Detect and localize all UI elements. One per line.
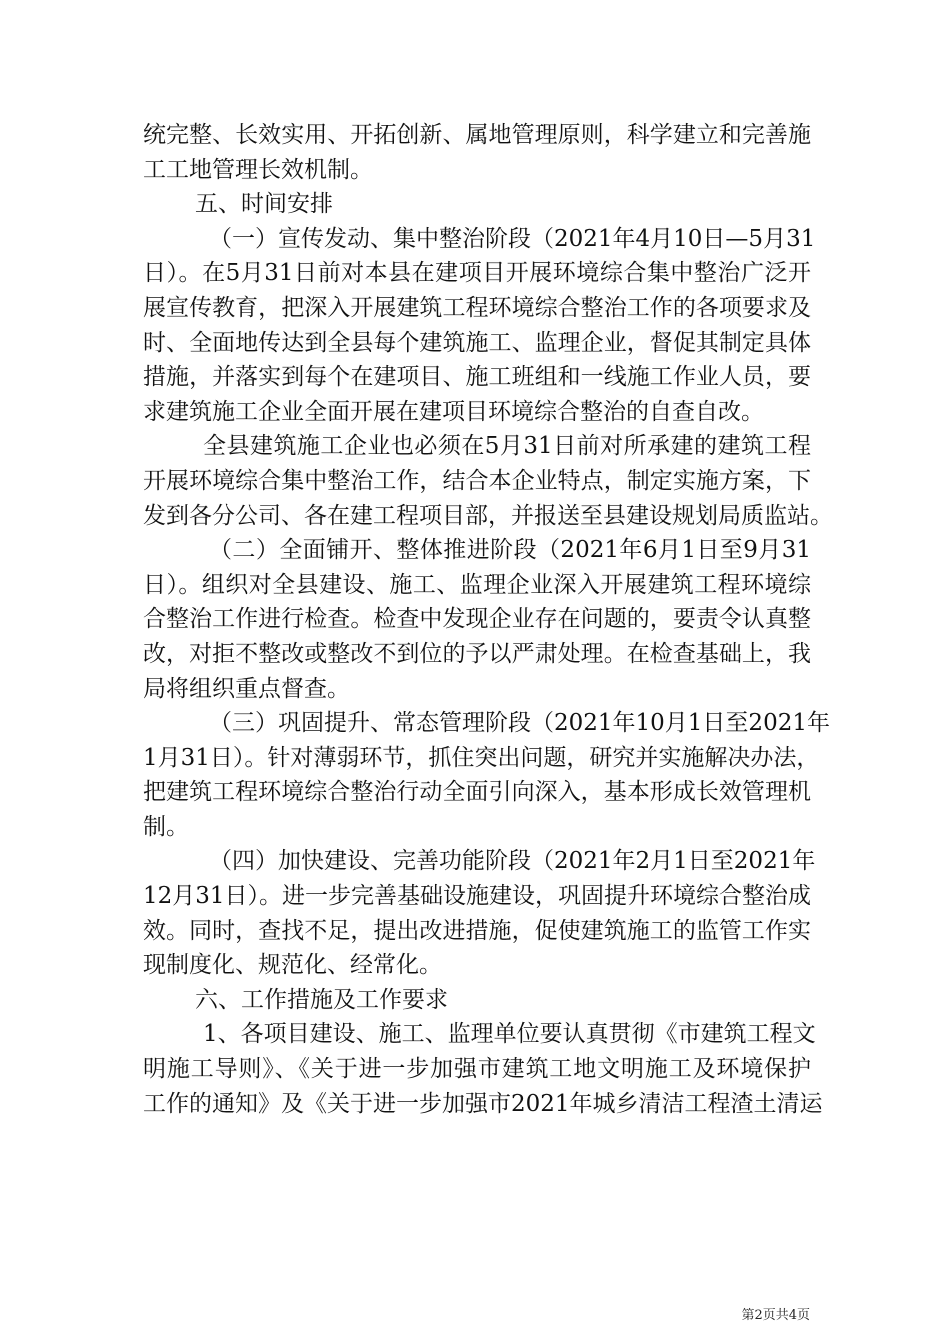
text-line: 统完整、长效实用、开拓创新、属地管理原则，科学建立和完善施	[143, 122, 811, 148]
text-line: 开展环境综合集中整治工作，结合本企业特点，制定实施方案，下	[143, 467, 811, 494]
text-line: 措施，并落实到每个在建项目、施工班组和一线施工作业人员，要	[143, 364, 811, 391]
text-line: 时、全面地传达到全县每个建筑施工、监理企业，督促其制定具体	[143, 329, 811, 356]
text-line: 展宣传教育，把深入开展建筑工程环境综合整治工作的各项要求及	[143, 294, 811, 321]
text-line: 合整治工作进行检查。检查中发现企业存在问题的，要责令认真整	[143, 606, 811, 633]
text-line: 全县建筑施工企业也必须在5月31日前对所承建的建筑工程	[203, 433, 811, 460]
text-line: 改，对拒不整改或整改不到位的予以严肃处理。在检查基础上，我	[143, 640, 811, 667]
text-line: （二）全面铺开、整体推进阶段（2021年6月1日至9月31	[209, 537, 811, 564]
text-line: 12月31日）。进一步完善基础设施建设，巩固提升环境综合整治成	[143, 883, 812, 910]
text-line: 明施工导则》、《关于进一步加强市建筑工地文明施工及环境保护	[143, 1056, 811, 1083]
document-body	[143, 118, 833, 1121]
section-heading: 五、时间安排	[195, 191, 333, 218]
text-line: 工作的通知》及《关于进一步加强市2021年城乡清洁工程渣土清运	[143, 1090, 823, 1117]
text-line: 工工地管理长效机制。	[143, 156, 373, 183]
section-heading: 六、工作措施及工作要求	[195, 986, 448, 1013]
text-line: 局将组织重点督查。	[143, 675, 350, 702]
text-line: 现制度化、规范化、经常化。	[143, 952, 442, 979]
page-number: 第2页共4页	[741, 1308, 810, 1323]
text-line: 发到各分公司、各在建工程项目部，并报送至县建设规划局质监站。	[143, 502, 833, 529]
text-line: （三）巩固提升、常态管理阶段（2021年10月1日至2021年	[209, 710, 830, 737]
text-line: 日）。组织对全县建设、施工、监理企业深入开展建筑工程环境综	[143, 571, 811, 598]
text-line: 1月31日）。针对薄弱环节，抓住突出问题，研究并实施解决办法，	[143, 744, 820, 771]
text-line: 日）。在5月31日前对本县在建项目开展环境综合集中整治广泛开	[143, 260, 811, 287]
text-line: 制。	[143, 813, 189, 840]
text-line: （一）宣传发动、集中整治阶段（2021年4月10日—5月31	[209, 225, 816, 252]
text-line: 求建筑施工企业全面开展在建项目环境综合整治的自查自改。	[143, 398, 764, 425]
text-line: 1、各项目建设、施工、监理单位要认真贯彻《市建筑工程文	[203, 1021, 816, 1048]
text-line: （四）加快建设、完善功能阶段（2021年2月1日至2021年	[209, 848, 816, 875]
text-line: 效。同时，查找不足，提出改进措施，促使建筑施工的监管工作实	[143, 917, 811, 944]
text-line: 把建筑工程环境综合整治行动全面引向深入，基本形成长效管理机	[143, 779, 811, 806]
